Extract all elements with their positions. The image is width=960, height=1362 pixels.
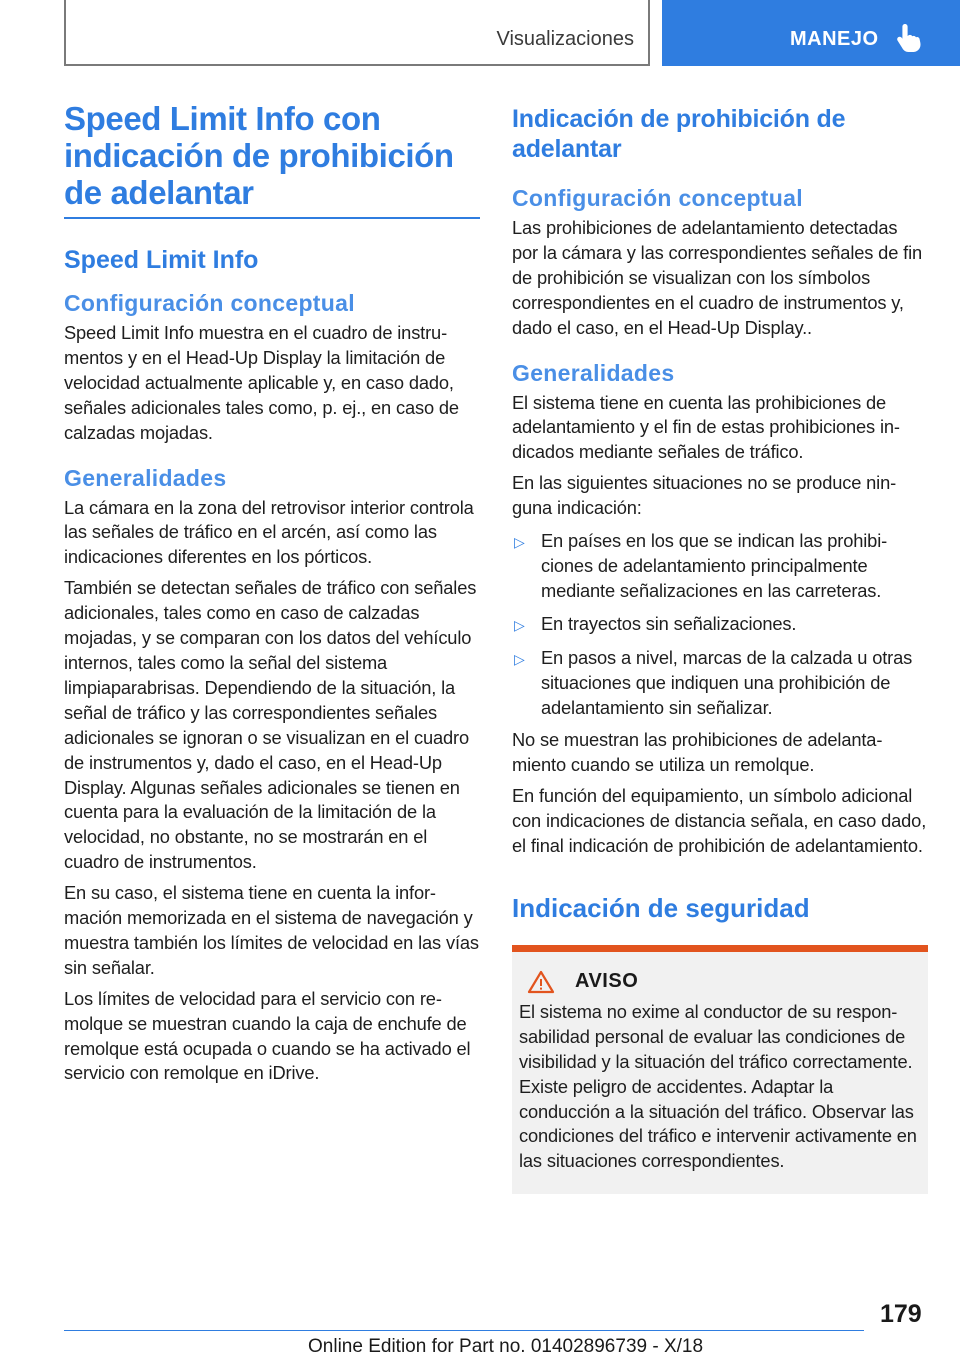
concept-paragraph: Speed Limit Info muestra en el cuadro de instrumentos y en el Head-Up Display la limitación de velocidad actualmente aplicable y, en caso dado, señales adicionales tales como, p. ej., en caso de calzadas mojadas. [64, 322, 459, 443]
concept-heading: Configuración conceptual [64, 290, 355, 316]
section-tab [64, 0, 650, 66]
pointing-hand-icon [894, 22, 924, 54]
triangle-bullet-icon: ▷ [514, 616, 525, 633]
general-right-paragraph-2: En las siguientes situaciones no se produce ninguna indicación: [512, 472, 897, 519]
general-right-paragraph-1: El sistema tiene en cuenta las prohibiciones de adelantamiento y el fin de estas prohibiciones indicados mediante señales de tráfico. [512, 391, 900, 463]
general-paragraph-4: Los límites de velocidad para el servicio con remolque se muestran cuando la caja de enchufe de remolque está ocupada o cuando se ha activado el servicio con remolque en iDrive. [64, 987, 471, 1084]
footer-rule [64, 1330, 864, 1331]
list-item: ▷ En trayectos sin señalizaciones. [512, 612, 928, 638]
edition-footer: Online Edition for Part no. 01402896739 - X/18 [308, 1336, 704, 1357]
main-heading: Speed Limit Info con indicación de prohibición de adelantar [64, 100, 454, 211]
page-number: 179 [880, 1300, 922, 1328]
page-header [0, 0, 960, 66]
safety-heading: Indicación de seguridad [512, 892, 810, 923]
chapter-title: MANEJO [790, 28, 879, 50]
warning-text: El sistema no exime al conductor de su responsabilidad personal de evaluar las condiciones de visibilidad y la situación del tráfico correctamente. Existe peligro de accidentes. Adaptar la conducción a la situación del tráfico. Observar las condiciones del tráfico e intervenir activamente en las situaciones correspondientes. [519, 1000, 917, 1172]
general-heading: Generalidades [64, 464, 227, 491]
heading-rule [64, 217, 480, 219]
warning-title: AVISO [575, 970, 639, 993]
warning-box [512, 945, 928, 1194]
list-item: ▷ En países en los que se indican las prohibiciones de adelantamiento principalmente mediante señalizaciones en las carreteras. [512, 529, 928, 604]
warning-triangle-icon [527, 970, 555, 994]
warning-header [519, 970, 920, 994]
chapter-tab [662, 0, 960, 66]
general-paragraph-1: La cámara en la zona del retrovisor interior controla las señales de tráfico en el arcén, así como las indicaciones diferentes en los pórticos. [64, 496, 474, 568]
left-column [64, 100, 480, 1086]
concept-paragraph-right: Las prohibiciones de adelantamiento detectadas por la cámara y las correspondientes señales de fin de prohibición se visualizan con los símbolos correspondientes en el cuadro de instrumentos y, dado el caso, en el Head-Up Display.. [512, 217, 922, 338]
concept-heading-right: Configuración conceptual [512, 185, 803, 211]
bullet-list [512, 529, 928, 720]
distance-symbol-paragraph: En función del equipamiento, un símbolo adicional con indicaciones de distancia señala, en caso dado, el final indicación de prohibición de adelantamiento. [512, 785, 927, 857]
trailer-paragraph: No se muestran las prohibiciones de adelantamiento cuando se utiliza un remolque. [512, 729, 883, 776]
section-title: Visualizaciones [496, 28, 634, 50]
general-paragraph-3: En su caso, el sistema tiene en cuenta la información memorizada en el sistema de navegación y muestra también los límites de velocidad en las vías sin señalar. [64, 882, 479, 978]
general-paragraph-2: También se detectan señales de tráfico con señales adicionales, tales como en caso de calzadas mojadas, y se comparan con los datos del vehículo internos, tales como la señal del sistema limpiaparabrisas. Dependiendo de la situación, la señal de tráfico y las correspondientes señales adicionales se ignoran o se visualizan en el cuadro de instrumentos y, dado el caso, en el Head-Up Display. Algunas señales adicionales se tienen en cuenta para la evaluación de la limitación de la velocidad, no obstante, no se mostrarán en el cuadro de instrumentos. [64, 577, 477, 873]
overtaking-heading: Indicación de prohibición de adelantar [512, 105, 846, 163]
right-column [512, 104, 928, 1194]
general-heading-right: Generalidades [512, 359, 675, 386]
list-item: ▷ En pasos a nivel, marcas de la calzada u otras situaciones que indiquen una prohibición de adelantamiento sin señalizar. [512, 646, 928, 721]
triangle-bullet-icon: ▷ [514, 534, 525, 551]
triangle-bullet-icon: ▷ [514, 650, 525, 667]
speed-limit-info-heading: Speed Limit Info [64, 246, 259, 274]
